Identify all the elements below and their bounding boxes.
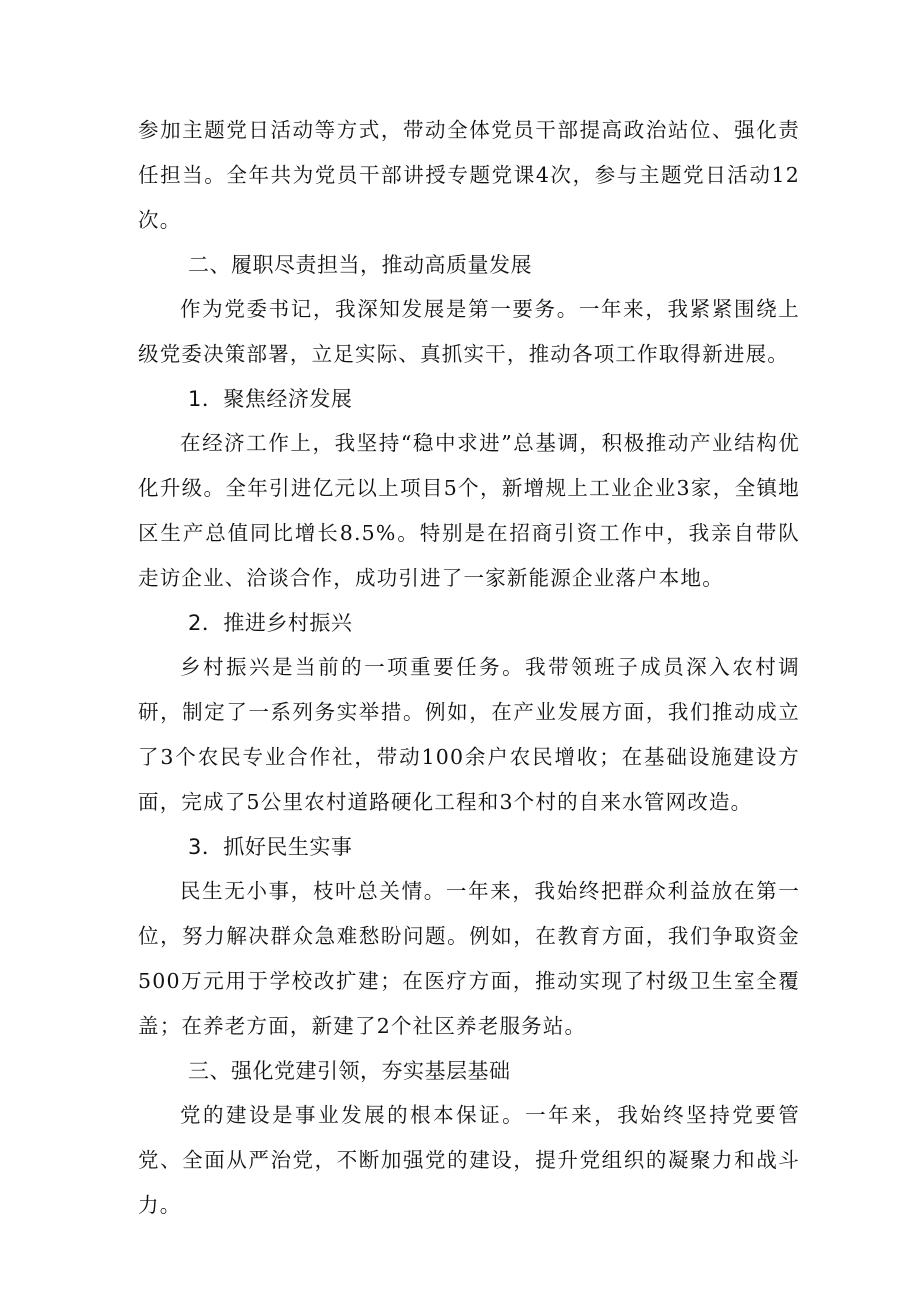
paragraph-rural-revitalization: 乡村振兴是当前的一项重要任务。我带领班子成员深入农村调研，制定了一系列务实举措。例如，在产业发展方面，我们推动成立了3个农民专业合作社，带动100余户农民增收；在基础设施建设方面，完成了5公里农村道路硬化工程和3个村的自来水管网改造。 bbox=[138, 655, 800, 814]
section-heading-2: 二、履职尽责担当，推动高质量发展 bbox=[188, 253, 532, 277]
subheading-livelihood: 3．抓好民生实事 bbox=[188, 835, 353, 859]
paragraph-party-building: 党的建设是事业发展的根本保证。一年来，我始终坚持党要管党、全面从严治党，不断加强党的建设，提升党组织的凝聚力和战斗力。 bbox=[138, 1103, 800, 1217]
document-body bbox=[138, 108, 800, 1228]
paragraph-livelihood: 民生无小事，枝叶总关情。一年来，我始终把群众利益放在第一位，努力解决群众急难愁盼问题。例如，在教育方面，我们争取资金500万元用于学校改扩建；在医疗方面，推动实现了村级卫生室全覆盖；在养老方面，新建了2个社区养老服务站。 bbox=[138, 879, 800, 1038]
paragraph-party-day-continuation: 参加主题党日活动等方式，带动全体党员干部提高政治站位、强化责任担当。全年共为党员干部讲授专题党课4次，参与主题党日活动12次。 bbox=[138, 118, 800, 232]
section-heading-3: 三、强化党建引领，夯实基层基础 bbox=[188, 1059, 511, 1083]
subheading-rural-revitalization: 2．推进乡村振兴 bbox=[188, 611, 353, 635]
paragraph-party-secretary-duty: 作为党委书记，我深知发展是第一要务。一年来，我紧紧围绕上级党委决策部署，立足实际、真抓实干，推动各项工作取得新进展。 bbox=[138, 297, 800, 366]
subheading-economic-development: 1．聚焦经济发展 bbox=[188, 387, 353, 411]
paragraph-economic-development: 在经济工作上，我坚持“稳中求进”总基调，积极推动产业结构优化升级。全年引进亿元以上项目5个，新增规上工业企业3家，全镇地区生产总值同比增长8.5%。特别是在招商引资工作中，我亲自带队走访企业、洽谈合作，成功引进了一家新能源企业落户本地。 bbox=[138, 431, 800, 590]
